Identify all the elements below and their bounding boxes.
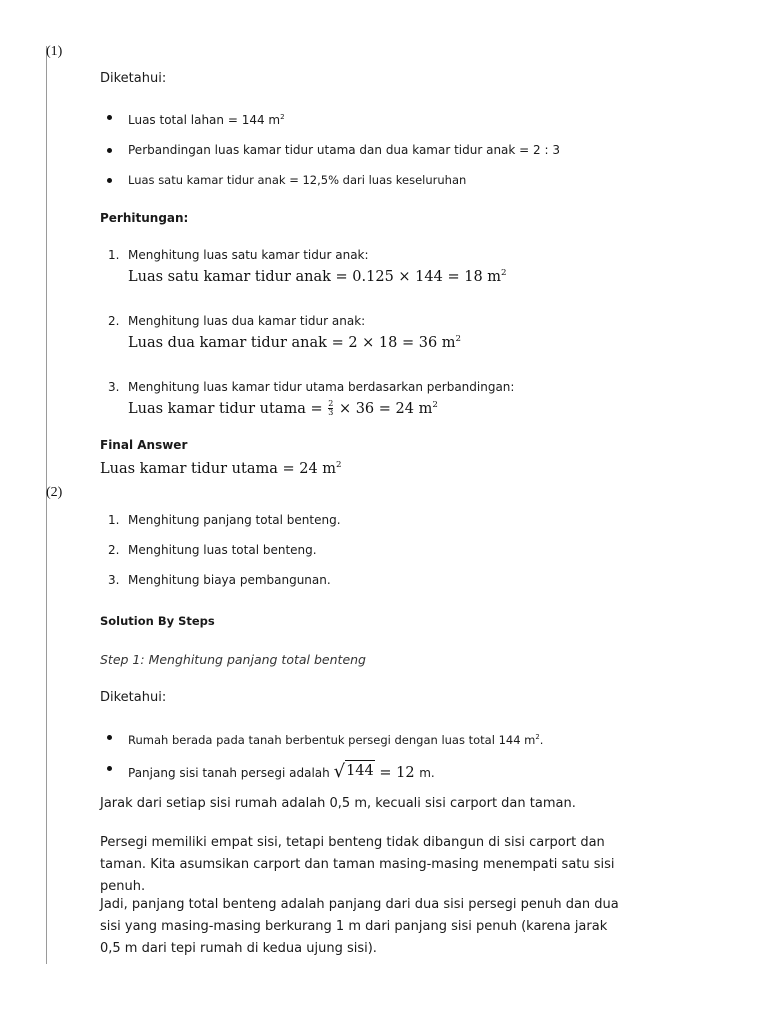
solution-by-steps-heading: Solution By Steps [100,614,215,628]
list-item: Panjang sisi tanah persegi adalah √ 144 = 12 m. [100,760,660,783]
list-item: 1. Menghitung luas satu kamar tidur anak: Luas satu kamar tidur anak = 0.125 × 144 = 18 $m^2$ [100,247,660,287]
section-1-given-heading: Diketahui: [100,71,167,86]
list-item: 2. Menghitung luas dua kamar tidur anak: Luas dua kamar tidur anak = 2 × 18 = 36 $m^2$ [100,313,660,353]
list-item: 1. Menghitung panjang total benteng. [108,513,341,527]
paragraph-3: Jadi, panjang total benteng adalah panjang dari dua sisi persegi penuh dan dua sisi yang masing-masing berkurang 1 m dari panjang sisi penuh (karena jarak 0,5 m dari tepi rumah di kedua ujung sisi). [100,897,619,956]
section-1-given-list [100,109,660,188]
section-2-given-list [100,729,660,783]
list-item: 2. Menghitung luas total benteng. [108,543,317,557]
square-root: √ 144 [333,760,374,782]
math-formula: √ 144 = 12 [333,760,415,782]
list-item: Rumah berada pada tanah berbentuk persegi dengan luas total 144 $m^2$. [100,729,660,748]
final-answer-formula: Luas kamar tidur utama = 24 $m^2$ [100,460,342,477]
section-1-label: (1) [46,44,63,59]
list-item: 3. Menghitung biaya pembangunan. [108,573,331,587]
step-1-title: Step 1: Menghitung panjang total benteng [100,652,366,667]
section-2-given-heading: Diketahui: [100,690,167,705]
list-item: Luas total lahan = 144 $m^2$ [100,109,660,128]
section-2-label: (2) [46,485,63,500]
paragraph-2: Persegi memiliki empat sisi, tetapi benteng tidak dibangun di sisi carport dan taman. Kita asumsikan carport dan taman masing-masing menempati satu sisi penuh. [100,835,615,894]
section-1-calc-heading: Perhitungan: [100,211,189,225]
left-border-line [46,46,47,964]
math-formula: Luas kamar tidur utama = $\frac{2}{3}$ × 36 = 24 $m^2$ [128,398,438,417]
math-formula: Luas satu kamar tidur anak = 0.125 × 144 = 18 $m^2$ [128,268,507,285]
paragraph-1: Jarak dari setiap sisi rumah adalah 0,5 m, kecuali sisi carport dan taman. [100,796,576,811]
list-item: Perbandingan luas kamar tidur utama dan dua kamar tidur anak = 2 : 3 [100,142,660,158]
section-2-steps [100,512,660,588]
final-answer-heading: Final Answer [100,438,188,452]
fraction: $\frac{2}{3}$ [328,398,334,417]
section-1-steps [100,247,660,418]
list-item: 3. Menghitung luas kamar tidur utama berdasarkan perbandingan: Luas kamar tidur utama = $\frac{2}{3}$ × 36 = 24 $m^2$ [100,379,660,419]
list-item: Luas satu kamar tidur anak = 12,5% dari luas keseluruhan [100,172,660,188]
math-formula: Luas dua kamar tidur anak = 2 × 18 = 36 $m^2$ [128,333,462,351]
